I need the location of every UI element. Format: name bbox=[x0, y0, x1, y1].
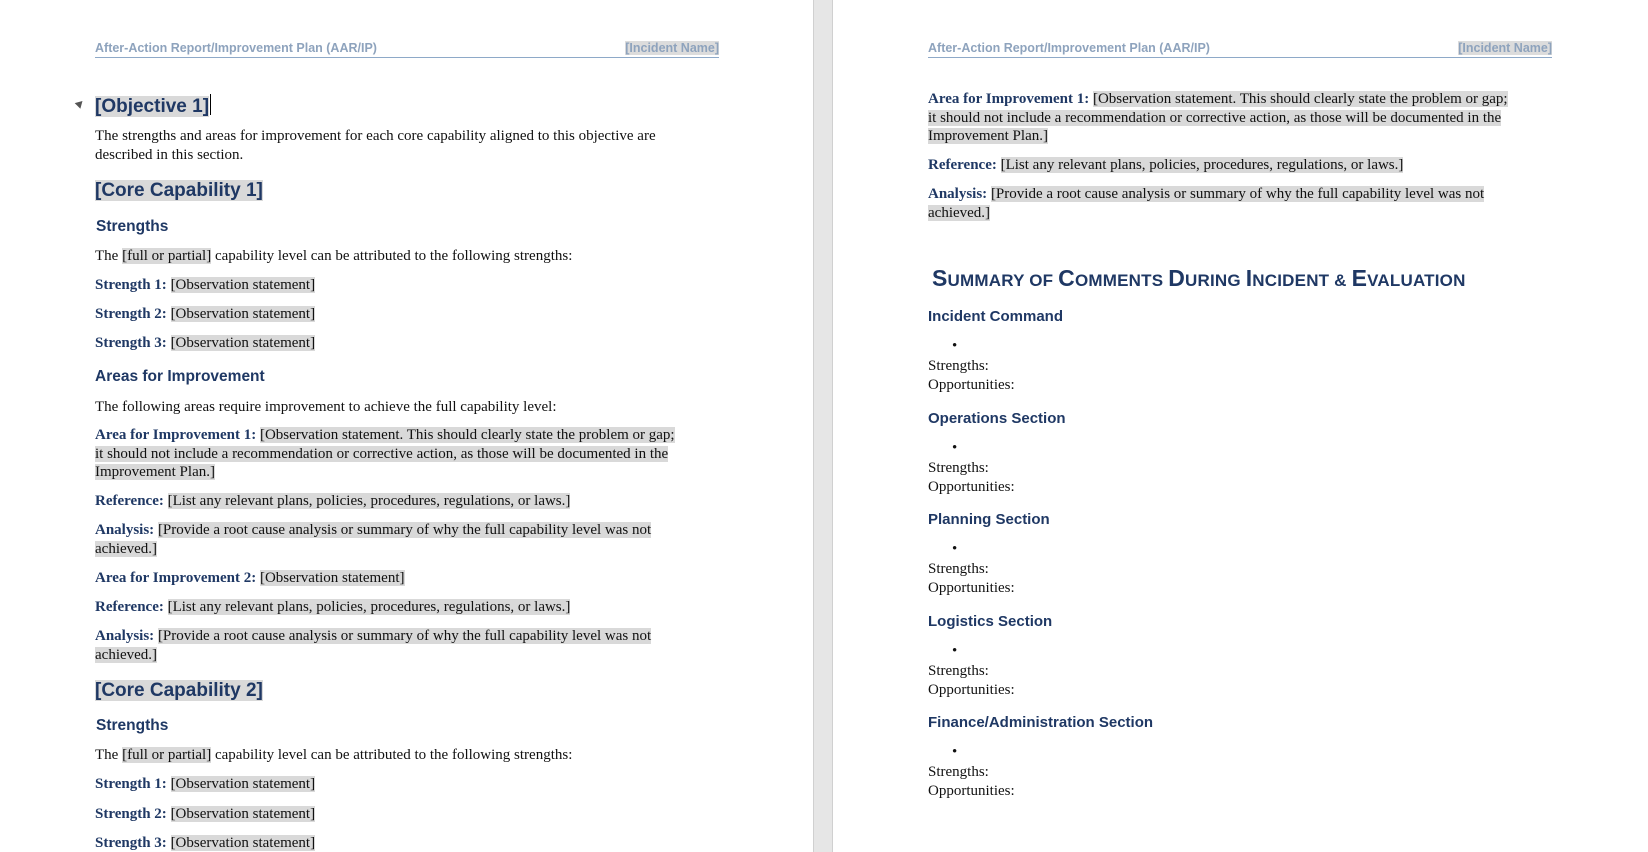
strengths-heading-2: Strengths bbox=[96, 717, 169, 734]
strength-text[interactable]: [Observation statement] bbox=[170, 835, 316, 851]
afi-label: Area for Improvement 2: bbox=[95, 570, 257, 586]
header-incident-name[interactable]: [Incident Name] bbox=[625, 41, 719, 55]
title-cap: I bbox=[1245, 265, 1253, 291]
section-heading-planning[interactable]: Planning Section bbox=[928, 511, 1050, 528]
afi-intro[interactable]: The following areas require improvement to achieve the full capability level: bbox=[95, 399, 557, 415]
area-for-improvement-2[interactable] bbox=[95, 569, 405, 588]
reference-2[interactable] bbox=[95, 598, 570, 617]
areas-for-improvement-heading: Areas for Improvement bbox=[95, 368, 265, 385]
opportunities-label[interactable]: Opportunities: bbox=[928, 579, 1015, 596]
strengths-label[interactable]: Strengths: bbox=[928, 764, 989, 780]
strength-text[interactable]: [Observation statement] bbox=[170, 806, 316, 822]
header-incident-name[interactable]: [Incident Name] bbox=[1458, 41, 1552, 55]
area-for-improvement-1[interactable] bbox=[95, 426, 675, 482]
capability-level-field[interactable]: [full or partial] bbox=[122, 747, 212, 763]
afi-label: Area for Improvement 1: bbox=[928, 91, 1090, 107]
strengths-intro-pre: The bbox=[95, 747, 123, 763]
analysis-text-line[interactable]: [Provide a root cause analysis or summary of why the full capability level was not bbox=[990, 186, 1485, 202]
afi-text-line[interactable]: Improvement Plan.] bbox=[95, 464, 215, 480]
strength-label: Strength 3: bbox=[95, 335, 167, 351]
bullet-icon: • bbox=[952, 440, 958, 456]
bullet-icon: • bbox=[952, 338, 958, 354]
title-rest: NCIDENT & bbox=[1252, 271, 1352, 290]
analysis-2[interactable] bbox=[95, 627, 651, 664]
area-for-improvement-1[interactable] bbox=[928, 90, 1508, 146]
reference-label: Reference: bbox=[928, 157, 997, 173]
afi-text-line[interactable]: it should not include a recommendation or corrective action, as those will be documented in the bbox=[95, 445, 669, 462]
section-notes-finance-administration[interactable] bbox=[928, 763, 1015, 800]
strength-text[interactable]: [Observation statement] bbox=[170, 277, 316, 293]
page-header bbox=[928, 40, 1552, 58]
strength-3[interactable] bbox=[95, 834, 315, 852]
reference-text[interactable]: [List any relevant plans, policies, procedures, regulations, or laws.] bbox=[1000, 157, 1404, 173]
afi-label: Area for Improvement 1: bbox=[95, 427, 257, 443]
reference-label: Reference: bbox=[95, 599, 164, 615]
section-heading-incident-command[interactable]: Incident Command bbox=[928, 308, 1064, 325]
page-gutter bbox=[813, 0, 833, 852]
objective-intro[interactable] bbox=[95, 127, 656, 164]
section-notes-logistics[interactable] bbox=[928, 662, 1015, 699]
opportunities-label[interactable]: Opportunities: bbox=[928, 376, 1015, 393]
document-page-left bbox=[0, 0, 813, 852]
collapse-heading-icon[interactable] bbox=[75, 98, 86, 109]
strength-text[interactable]: [Observation statement] bbox=[170, 776, 316, 792]
section-heading-logistics[interactable]: Logistics Section bbox=[928, 613, 1053, 630]
reference-1[interactable] bbox=[95, 492, 570, 511]
strength-text[interactable]: [Observation statement] bbox=[170, 306, 316, 322]
strengths-heading-1: Strengths bbox=[96, 218, 169, 235]
reference-label: Reference: bbox=[95, 493, 164, 509]
reference-text[interactable]: [List any relevant plans, policies, procedures, regulations, or laws.] bbox=[167, 493, 571, 509]
title-cap: C bbox=[1058, 265, 1075, 291]
core-capability-1-heading-text[interactable]: [Core Capability 1] bbox=[95, 180, 263, 201]
strength-1[interactable] bbox=[95, 775, 315, 794]
header-report-title: After-Action Report/Improvement Plan (AAR/IP) bbox=[928, 41, 1210, 55]
analysis-text-line[interactable]: achieved.] bbox=[928, 204, 991, 221]
strength-label: Strength 2: bbox=[95, 806, 167, 822]
reference-text[interactable]: [List any relevant plans, policies, procedures, regulations, or laws.] bbox=[167, 599, 571, 615]
objective-heading[interactable] bbox=[95, 94, 211, 118]
strengths-intro-pre: The bbox=[95, 248, 123, 264]
analysis-text-line[interactable]: [Provide a root cause analysis or summary of why the full capability level was not bbox=[157, 628, 652, 644]
text-cursor bbox=[210, 94, 211, 115]
bullet-icon: • bbox=[952, 643, 958, 659]
opportunities-label[interactable]: Opportunities: bbox=[928, 681, 1015, 698]
strengths-label[interactable]: Strengths: bbox=[928, 460, 989, 476]
strengths-label[interactable]: Strengths: bbox=[928, 561, 989, 577]
afi-text-line[interactable]: [Observation statement] bbox=[259, 570, 405, 586]
afi-text-line[interactable]: [Observation statement. This should clearly state the problem or gap; bbox=[1092, 91, 1508, 107]
intro-line-2: described in this section. bbox=[95, 146, 244, 163]
title-cap: S bbox=[932, 265, 948, 291]
afi-text-line[interactable]: it should not include a recommendation or corrective action, as those will be documented in the bbox=[928, 109, 1502, 126]
section-notes-planning[interactable] bbox=[928, 560, 1015, 597]
title-rest: URING bbox=[1185, 271, 1246, 290]
core-capability-2-heading[interactable] bbox=[95, 680, 263, 702]
intro-line-1: The strengths and areas for improvement for each core capability aligned to this objective are bbox=[95, 128, 656, 144]
analysis-text-line[interactable]: achieved.] bbox=[95, 540, 158, 557]
section-notes-incident-command[interactable] bbox=[928, 357, 1015, 394]
reference[interactable] bbox=[928, 156, 1403, 175]
title-rest: UMMARY OF bbox=[947, 271, 1059, 290]
title-rest: VALUATION bbox=[1367, 271, 1466, 290]
strength-3[interactable] bbox=[95, 334, 315, 353]
header-report-title: After-Action Report/Improvement Plan (AAR/IP) bbox=[95, 41, 377, 55]
analysis-text-line[interactable]: achieved.] bbox=[95, 646, 158, 663]
strength-label: Strength 2: bbox=[95, 306, 167, 322]
title-cap: E bbox=[1351, 265, 1368, 291]
section-notes-operations[interactable] bbox=[928, 459, 1015, 496]
opportunities-label[interactable]: Opportunities: bbox=[928, 782, 1015, 799]
title-cap: D bbox=[1168, 265, 1185, 291]
objective-heading-text[interactable]: [Objective 1] bbox=[95, 96, 210, 117]
strengths-label[interactable]: Strengths: bbox=[928, 358, 989, 374]
opportunities-label[interactable]: Opportunities: bbox=[928, 478, 1015, 495]
title-rest: OMMENTS bbox=[1074, 271, 1169, 290]
summary-title[interactable] bbox=[932, 265, 1466, 292]
strength-label: Strength 1: bbox=[95, 277, 167, 293]
strengths-intro-2[interactable] bbox=[95, 746, 572, 765]
strength-text[interactable]: [Observation statement] bbox=[170, 335, 316, 351]
page-header bbox=[95, 40, 719, 58]
core-capability-2-heading-text[interactable]: [Core Capability 2] bbox=[95, 680, 263, 701]
strength-2[interactable] bbox=[95, 305, 315, 324]
analysis-1[interactable] bbox=[95, 521, 651, 558]
strengths-intro-1[interactable] bbox=[95, 247, 572, 266]
analysis-label: Analysis: bbox=[928, 186, 988, 202]
analysis[interactable] bbox=[928, 185, 1484, 222]
analysis-label: Analysis: bbox=[95, 522, 155, 538]
strength-label: Strength 3: bbox=[95, 835, 167, 851]
strength-1[interactable] bbox=[95, 276, 315, 295]
strength-label: Strength 1: bbox=[95, 776, 167, 792]
bullet-icon: • bbox=[952, 541, 958, 557]
section-heading-finance-administration[interactable]: Finance/Administration Section bbox=[928, 714, 1154, 731]
afi-text-line[interactable]: [Observation statement. This should clearly state the problem or gap; bbox=[259, 427, 675, 443]
capability-level-field[interactable]: [full or partial] bbox=[122, 248, 212, 264]
analysis-label: Analysis: bbox=[95, 628, 155, 644]
strength-2[interactable] bbox=[95, 805, 315, 824]
strengths-intro-post: capability level can be attributed to the following strengths: bbox=[211, 747, 573, 763]
document-page-right bbox=[833, 0, 1648, 852]
bullet-icon: • bbox=[952, 744, 958, 760]
strengths-intro-post: capability level can be attributed to the following strengths: bbox=[211, 248, 573, 264]
section-heading-operations[interactable]: Operations Section bbox=[928, 410, 1066, 427]
analysis-text-line[interactable]: [Provide a root cause analysis or summary of why the full capability level was not bbox=[157, 522, 652, 538]
afi-text-line[interactable]: Improvement Plan.] bbox=[928, 128, 1048, 144]
strengths-label[interactable]: Strengths: bbox=[928, 663, 989, 679]
core-capability-1-heading[interactable] bbox=[95, 180, 263, 202]
